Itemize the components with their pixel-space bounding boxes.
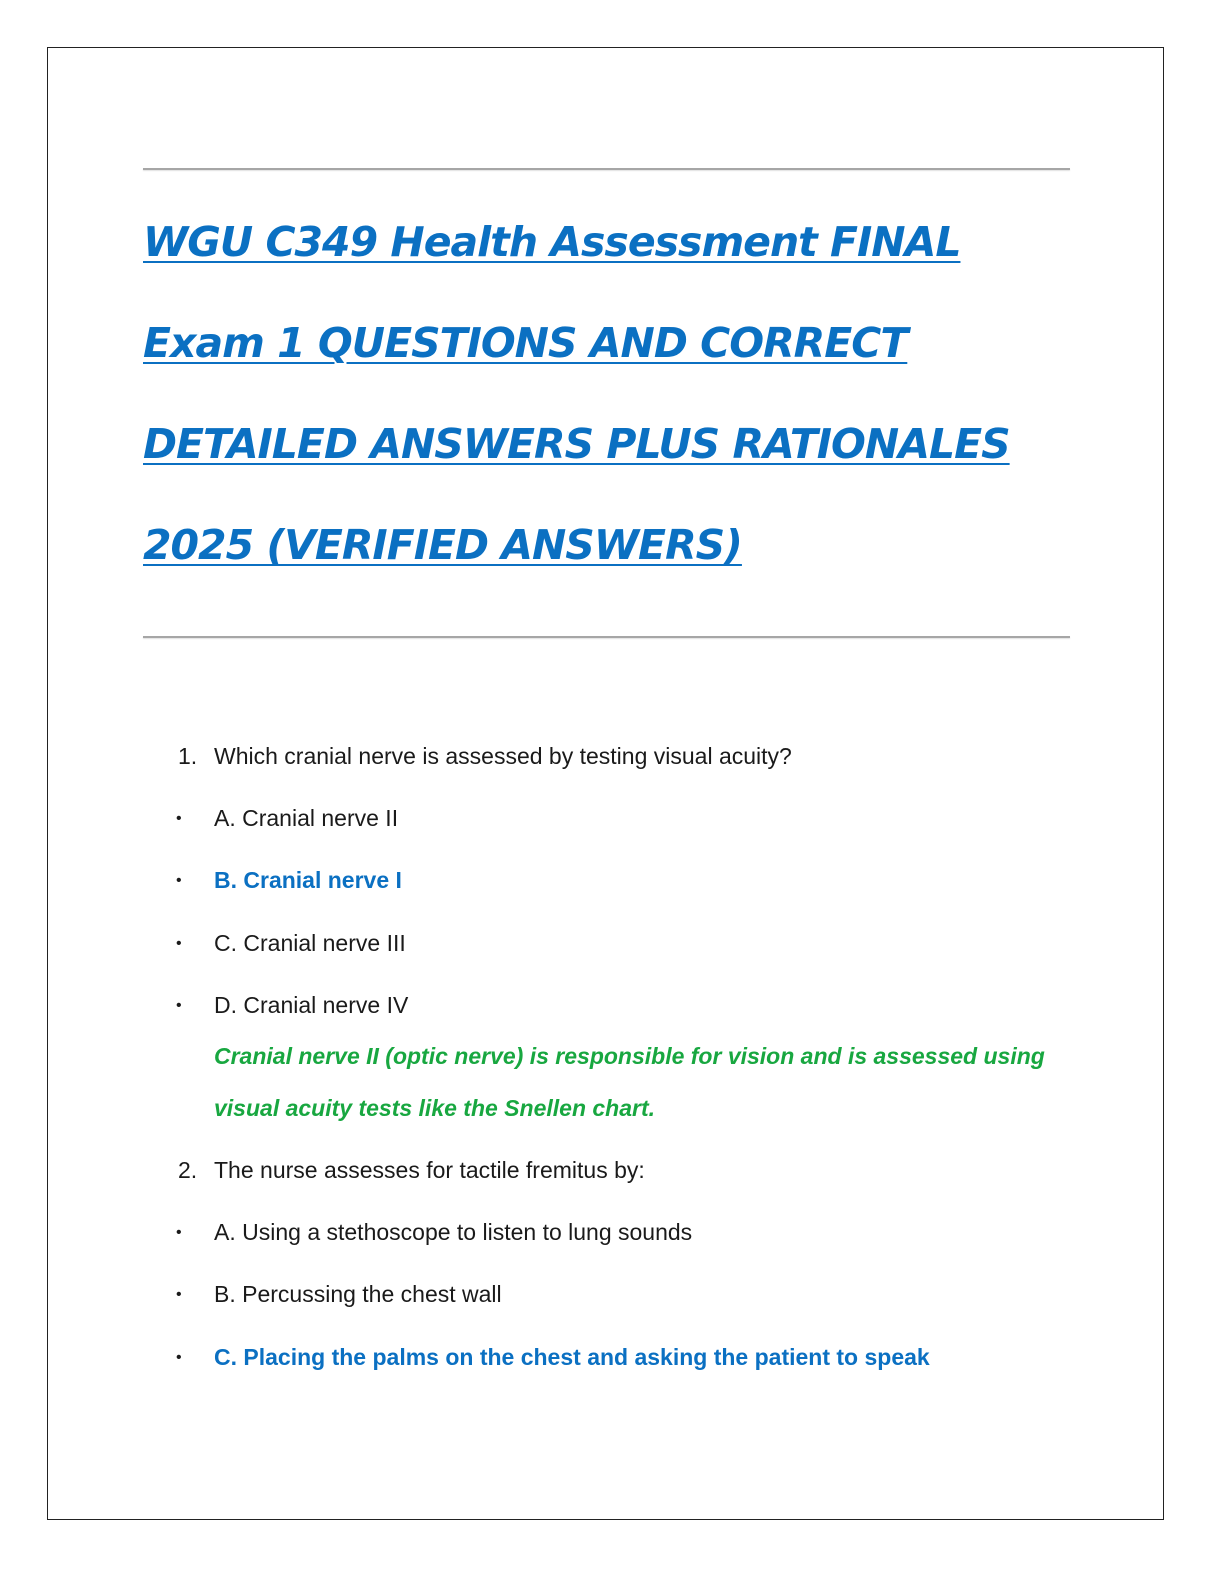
answer-option-highlighted: C. Placing the palms on the chest and asking the patient to speak — [214, 1344, 930, 1370]
rationale-line-2: visual acuity tests like the Snellen chart. — [214, 1095, 656, 1121]
bullet-icon: • — [176, 935, 182, 952]
title-line-1: WGU C349 Health Assessment FINAL — [143, 218, 961, 266]
rationale-line-1: Cranial nerve II (optic nerve) is responsible for vision and is assessed using — [214, 1043, 1045, 1069]
title-line-2: Exam 1 QUESTIONS AND CORRECT — [143, 319, 908, 367]
bullet-icon: • — [176, 872, 182, 889]
answer-option-highlighted: B. Cranial nerve I — [214, 867, 402, 893]
title-line-4: 2025 (VERIFIED ANSWERS) — [143, 521, 742, 569]
question-text: The nurse assesses for tactile fremitus by: — [214, 1157, 645, 1183]
title-line-3: DETAILED ANSWERS PLUS RATIONALES — [143, 420, 1010, 468]
answer-option: D. Cranial nerve IV — [214, 992, 409, 1018]
answer-option: B. Percussing the chest wall — [214, 1281, 502, 1307]
bullet-icon: • — [176, 1349, 182, 1366]
answer-option: C. Cranial nerve III — [214, 930, 406, 956]
bullet-icon: • — [176, 997, 182, 1014]
answer-option: A. Cranial nerve II — [214, 805, 399, 831]
bullet-icon: • — [176, 1286, 182, 1303]
question-number: 2. — [178, 1157, 198, 1183]
question-text: Which cranial nerve is assessed by testing visual acuity? — [214, 743, 792, 769]
bullet-icon: • — [176, 810, 182, 827]
question-number: 1. — [178, 743, 198, 769]
answer-option: A. Using a stethoscope to listen to lung sounds — [214, 1219, 693, 1245]
bullet-icon: • — [176, 1224, 182, 1241]
